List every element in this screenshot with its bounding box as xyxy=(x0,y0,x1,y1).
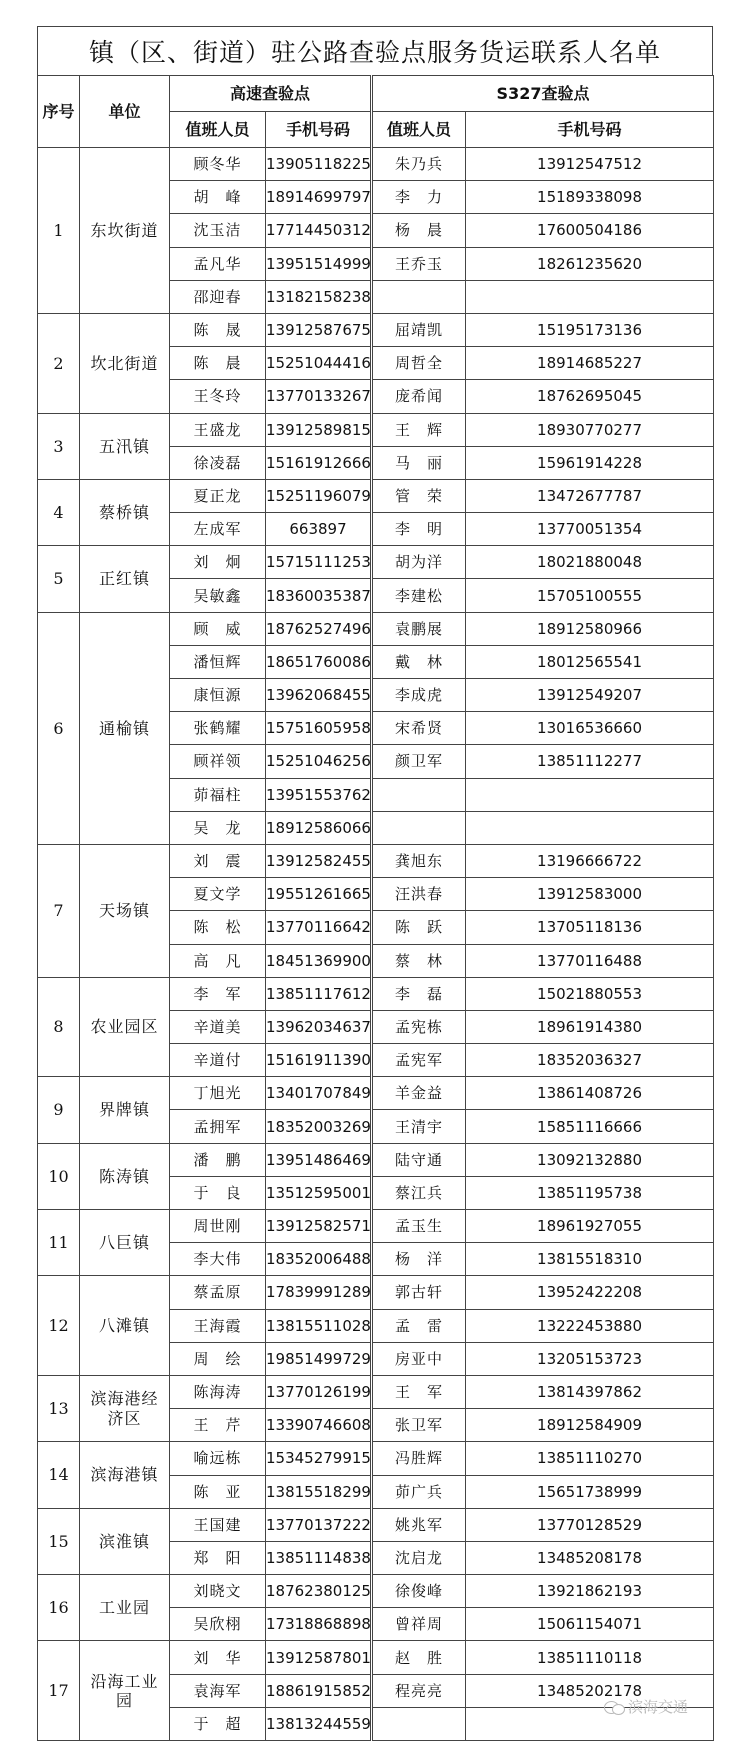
seq-number: 4 xyxy=(38,479,80,545)
highway-phone: 19851499729 xyxy=(266,1342,372,1375)
highway-phone: 18352006488 xyxy=(266,1243,372,1276)
s327-duty-staff xyxy=(372,280,466,313)
highway-duty-staff: 顾 威 xyxy=(170,612,266,645)
s327-duty-staff: 王 辉 xyxy=(372,413,466,446)
s327-phone: 18961927055 xyxy=(466,1210,714,1243)
s327-phone: 13851110118 xyxy=(466,1641,714,1674)
highway-phone: 13912587675 xyxy=(266,313,372,346)
highway-phone: 17714450312 xyxy=(266,214,372,247)
s327-phone xyxy=(466,778,714,811)
highway-duty-staff: 袁海军 xyxy=(170,1674,266,1707)
unit-name: 滨海港经济区 xyxy=(80,1375,170,1441)
highway-phone: 13770133267 xyxy=(266,380,372,413)
document-title: 镇（区、街道）驻公路查验点服务货运联系人名单 xyxy=(37,26,713,75)
s327-phone: 13851112277 xyxy=(466,745,714,778)
contact-table xyxy=(37,75,714,1741)
s327-phone: 15851116666 xyxy=(466,1110,714,1143)
highway-phone: 15161912666 xyxy=(266,446,372,479)
s327-phone: 13770116488 xyxy=(466,944,714,977)
seq-number: 7 xyxy=(38,844,80,977)
highway-duty-staff: 王冬玲 xyxy=(170,380,266,413)
s327-phone: 18930770277 xyxy=(466,413,714,446)
unit-name: 八滩镇 xyxy=(80,1276,170,1376)
highway-phone: 13905118225 xyxy=(266,148,372,181)
highway-phone: 13182158238 xyxy=(266,280,372,313)
table-row xyxy=(38,1508,714,1541)
header-duty-staff: 值班人员 xyxy=(170,112,266,148)
s327-duty-staff: 李成虎 xyxy=(372,679,466,712)
s327-phone: 13205153723 xyxy=(466,1342,714,1375)
highway-phone: 17839991289 xyxy=(266,1276,372,1309)
highway-phone: 18912586066 xyxy=(266,811,372,844)
seq-number: 13 xyxy=(38,1375,80,1441)
unit-name: 坎北街道 xyxy=(80,313,170,413)
table-row xyxy=(38,413,714,446)
highway-duty-staff: 夏文学 xyxy=(170,878,266,911)
highway-phone: 18360035387 xyxy=(266,579,372,612)
table-row xyxy=(38,1641,714,1674)
s327-phone: 13705118136 xyxy=(466,911,714,944)
unit-name: 滨淮镇 xyxy=(80,1508,170,1574)
s327-duty-staff: 李建松 xyxy=(372,579,466,612)
unit-name: 八巨镇 xyxy=(80,1210,170,1276)
highway-phone: 13962034637 xyxy=(266,1010,372,1043)
table-row xyxy=(38,1575,714,1608)
s327-duty-staff: 孟玉生 xyxy=(372,1210,466,1243)
highway-duty-staff: 辛道美 xyxy=(170,1010,266,1043)
s327-duty-staff: 陆守通 xyxy=(372,1143,466,1176)
highway-phone: 15251046256 xyxy=(266,745,372,778)
highway-duty-staff: 王国建 xyxy=(170,1508,266,1541)
highway-phone: 15751605958 xyxy=(266,712,372,745)
s327-phone: 18261235620 xyxy=(466,247,714,280)
highway-duty-staff: 刘 华 xyxy=(170,1641,266,1674)
s327-phone: 13851195738 xyxy=(466,1176,714,1209)
highway-duty-staff: 周世刚 xyxy=(170,1210,266,1243)
s327-duty-staff: 程亮亮 xyxy=(372,1674,466,1707)
s327-phone: 18352036327 xyxy=(466,1044,714,1077)
s327-phone: 13016536660 xyxy=(466,712,714,745)
highway-duty-staff: 孟凡华 xyxy=(170,247,266,280)
s327-duty-staff: 朱乃兵 xyxy=(372,148,466,181)
highway-duty-staff: 王海霞 xyxy=(170,1309,266,1342)
seq-number: 16 xyxy=(38,1575,80,1641)
header-highway-checkpoint: 高速查验点 xyxy=(170,76,372,112)
highway-duty-staff: 于 良 xyxy=(170,1176,266,1209)
s327-duty-staff: 李 磊 xyxy=(372,977,466,1010)
highway-phone: 13951514999 xyxy=(266,247,372,280)
table-row xyxy=(38,546,714,579)
highway-phone: 18651760086 xyxy=(266,645,372,678)
highway-phone: 17318868898 xyxy=(266,1608,372,1641)
header-seq: 序号 xyxy=(38,76,80,148)
highway-duty-staff: 康恒源 xyxy=(170,679,266,712)
highway-phone: 13512595001 xyxy=(266,1176,372,1209)
s327-duty-staff: 王乔玉 xyxy=(372,247,466,280)
s327-phone: 13485208178 xyxy=(466,1541,714,1574)
highway-phone: 13851117612 xyxy=(266,977,372,1010)
s327-duty-staff: 赵 胜 xyxy=(372,1641,466,1674)
unit-name: 正红镇 xyxy=(80,546,170,612)
s327-duty-staff: 杨 晨 xyxy=(372,214,466,247)
highway-duty-staff: 潘恒辉 xyxy=(170,645,266,678)
highway-phone: 13951486469 xyxy=(266,1143,372,1176)
s327-phone: 13472677787 xyxy=(466,479,714,512)
s327-duty-staff: 戴 林 xyxy=(372,645,466,678)
highway-phone: 15715111253 xyxy=(266,546,372,579)
highway-duty-staff: 刘晓文 xyxy=(170,1575,266,1608)
highway-duty-staff: 蔡孟原 xyxy=(170,1276,266,1309)
s327-phone: 15189338098 xyxy=(466,181,714,214)
highway-phone: 13912589815 xyxy=(266,413,372,446)
watermark xyxy=(604,1696,688,1717)
seq-number: 11 xyxy=(38,1210,80,1276)
seq-number: 9 xyxy=(38,1077,80,1143)
highway-duty-staff: 邵迎春 xyxy=(170,280,266,313)
highway-duty-staff: 顾冬华 xyxy=(170,148,266,181)
s327-duty-staff: 冯胜辉 xyxy=(372,1442,466,1475)
s327-duty-staff: 蔡 林 xyxy=(372,944,466,977)
highway-phone: 663897 xyxy=(266,513,372,546)
highway-phone: 13815518299 xyxy=(266,1475,372,1508)
unit-name: 沿海工业园 xyxy=(80,1641,170,1741)
highway-duty-staff: 李大伟 xyxy=(170,1243,266,1276)
highway-phone: 13912587801 xyxy=(266,1641,372,1674)
s327-duty-staff: 孟宪军 xyxy=(372,1044,466,1077)
s327-duty-staff: 胡为洋 xyxy=(372,546,466,579)
highway-phone: 18762527496 xyxy=(266,612,372,645)
unit-name: 界牌镇 xyxy=(80,1077,170,1143)
highway-duty-staff: 王 芹 xyxy=(170,1409,266,1442)
highway-duty-staff: 夏正龙 xyxy=(170,479,266,512)
s327-phone: 13912583000 xyxy=(466,878,714,911)
s327-duty-staff: 屈靖凯 xyxy=(372,313,466,346)
seq-number: 2 xyxy=(38,313,80,413)
s327-duty-staff: 徐俊峰 xyxy=(372,1575,466,1608)
highway-duty-staff: 沈玉洁 xyxy=(170,214,266,247)
s327-phone: 15021880553 xyxy=(466,977,714,1010)
s327-phone: 18912580966 xyxy=(466,612,714,645)
highway-duty-staff: 孟拥军 xyxy=(170,1110,266,1143)
unit-name: 滨海港镇 xyxy=(80,1442,170,1508)
table-row xyxy=(38,977,714,1010)
s327-duty-staff xyxy=(372,1707,466,1740)
s327-phone: 13222453880 xyxy=(466,1309,714,1342)
wechat-icon xyxy=(604,1699,624,1715)
s327-duty-staff: 房亚中 xyxy=(372,1342,466,1375)
highway-duty-staff: 李 军 xyxy=(170,977,266,1010)
unit-name: 通榆镇 xyxy=(80,612,170,844)
s327-duty-staff: 陈 跃 xyxy=(372,911,466,944)
s327-duty-staff: 李 力 xyxy=(372,181,466,214)
unit-name: 农业园区 xyxy=(80,977,170,1077)
seq-number: 6 xyxy=(38,612,80,844)
highway-duty-staff: 潘 鹏 xyxy=(170,1143,266,1176)
highway-duty-staff: 王盛龙 xyxy=(170,413,266,446)
s327-duty-staff: 王清宇 xyxy=(372,1110,466,1143)
seq-number: 15 xyxy=(38,1508,80,1574)
highway-duty-staff: 吴敏鑫 xyxy=(170,579,266,612)
s327-duty-staff: 茆广兵 xyxy=(372,1475,466,1508)
highway-phone: 15161911390 xyxy=(266,1044,372,1077)
table-row xyxy=(38,1143,714,1176)
seq-number: 3 xyxy=(38,413,80,479)
s327-phone xyxy=(466,280,714,313)
table-row xyxy=(38,148,714,181)
highway-duty-staff: 茆福柱 xyxy=(170,778,266,811)
highway-phone: 18352003269 xyxy=(266,1110,372,1143)
table-row xyxy=(38,1375,714,1408)
s327-phone: 13196666722 xyxy=(466,844,714,877)
highway-phone: 13912582571 xyxy=(266,1210,372,1243)
s327-phone: 17600504186 xyxy=(466,214,714,247)
highway-phone: 13951553762 xyxy=(266,778,372,811)
s327-duty-staff: 杨 洋 xyxy=(372,1243,466,1276)
highway-phone: 18451369900 xyxy=(266,944,372,977)
highway-duty-staff: 郑 阳 xyxy=(170,1541,266,1574)
header-phone: 手机号码 xyxy=(466,112,714,148)
s327-duty-staff xyxy=(372,811,466,844)
s327-phone: 18762695045 xyxy=(466,380,714,413)
s327-duty-staff: 孟宪栋 xyxy=(372,1010,466,1043)
seq-number: 8 xyxy=(38,977,80,1077)
highway-phone: 15345279915 xyxy=(266,1442,372,1475)
s327-phone: 15705100555 xyxy=(466,579,714,612)
unit-name: 东坎街道 xyxy=(80,148,170,314)
s327-phone: 13485202178 xyxy=(466,1674,714,1707)
highway-phone: 13770116642 xyxy=(266,911,372,944)
s327-phone: 13912549207 xyxy=(466,679,714,712)
highway-phone: 13962068455 xyxy=(266,679,372,712)
s327-phone: 18914685227 xyxy=(466,347,714,380)
highway-phone: 13390746608 xyxy=(266,1409,372,1442)
seq-number: 1 xyxy=(38,148,80,314)
s327-phone: 15961914228 xyxy=(466,446,714,479)
unit-name: 工业园 xyxy=(80,1575,170,1641)
s327-duty-staff: 颜卫军 xyxy=(372,745,466,778)
highway-duty-staff: 喻远栋 xyxy=(170,1442,266,1475)
s327-duty-staff: 马 丽 xyxy=(372,446,466,479)
highway-phone: 18762380125 xyxy=(266,1575,372,1608)
header-phone: 手机号码 xyxy=(266,112,372,148)
seq-number: 12 xyxy=(38,1276,80,1376)
s327-duty-staff: 汪洪春 xyxy=(372,878,466,911)
highway-duty-staff: 陈 亚 xyxy=(170,1475,266,1508)
unit-name: 陈涛镇 xyxy=(80,1143,170,1209)
table-row xyxy=(38,1210,714,1243)
s327-phone: 15195173136 xyxy=(466,313,714,346)
s327-phone: 13952422208 xyxy=(466,1276,714,1309)
s327-duty-staff xyxy=(372,778,466,811)
table-row xyxy=(38,612,714,645)
s327-duty-staff: 管 荣 xyxy=(372,479,466,512)
highway-phone: 18914699797 xyxy=(266,181,372,214)
highway-duty-staff: 陈 松 xyxy=(170,911,266,944)
s327-duty-staff: 龚旭东 xyxy=(372,844,466,877)
s327-phone: 13092132880 xyxy=(466,1143,714,1176)
highway-duty-staff: 左成军 xyxy=(170,513,266,546)
unit-name: 五汛镇 xyxy=(80,413,170,479)
unit-name: 天场镇 xyxy=(80,844,170,977)
s327-duty-staff: 袁鹏展 xyxy=(372,612,466,645)
highway-duty-staff: 顾祥领 xyxy=(170,745,266,778)
s327-duty-staff: 孟 雷 xyxy=(372,1309,466,1342)
header-unit: 单位 xyxy=(80,76,170,148)
table-row xyxy=(38,479,714,512)
s327-phone: 18021880048 xyxy=(466,546,714,579)
s327-phone: 13815518310 xyxy=(466,1243,714,1276)
highway-duty-staff: 刘 震 xyxy=(170,844,266,877)
unit-name: 蔡桥镇 xyxy=(80,479,170,545)
s327-phone: 13814397862 xyxy=(466,1375,714,1408)
table-row xyxy=(38,844,714,877)
highway-duty-staff: 陈 晨 xyxy=(170,347,266,380)
header-duty-staff: 值班人员 xyxy=(372,112,466,148)
highway-duty-staff: 胡 峰 xyxy=(170,181,266,214)
highway-phone: 13912582455 xyxy=(266,844,372,877)
highway-phone: 13401707849 xyxy=(266,1077,372,1110)
highway-phone: 13815511028 xyxy=(266,1309,372,1342)
s327-duty-staff: 王 军 xyxy=(372,1375,466,1408)
highway-duty-staff: 张鹤耀 xyxy=(170,712,266,745)
s327-duty-staff: 郭古轩 xyxy=(372,1276,466,1309)
highway-duty-staff: 高 凡 xyxy=(170,944,266,977)
highway-duty-staff: 辛道付 xyxy=(170,1044,266,1077)
s327-phone: 13770051354 xyxy=(466,513,714,546)
s327-duty-staff: 蔡江兵 xyxy=(372,1176,466,1209)
watermark-text: 滨海交通 xyxy=(628,1698,689,1716)
header-s327-checkpoint: S327查验点 xyxy=(372,76,714,112)
table-row xyxy=(38,1442,714,1475)
seq-number: 17 xyxy=(38,1641,80,1741)
highway-phone: 18861915852 xyxy=(266,1674,372,1707)
s327-duty-staff: 沈启龙 xyxy=(372,1541,466,1574)
s327-duty-staff: 张卫军 xyxy=(372,1409,466,1442)
highway-duty-staff: 于 超 xyxy=(170,1707,266,1740)
seq-number: 10 xyxy=(38,1143,80,1209)
highway-duty-staff: 吴欣栩 xyxy=(170,1608,266,1641)
s327-phone: 15061154071 xyxy=(466,1608,714,1641)
table-row xyxy=(38,1276,714,1309)
s327-duty-staff: 庞希闻 xyxy=(372,380,466,413)
s327-phone: 13861408726 xyxy=(466,1077,714,1110)
highway-phone: 19551261665 xyxy=(266,878,372,911)
s327-phone: 13770128529 xyxy=(466,1508,714,1541)
table-row xyxy=(38,313,714,346)
highway-phone: 15251196079 xyxy=(266,479,372,512)
highway-phone: 13770137222 xyxy=(266,1508,372,1541)
seq-number: 5 xyxy=(38,546,80,612)
highway-duty-staff: 丁旭光 xyxy=(170,1077,266,1110)
s327-phone: 15651738999 xyxy=(466,1475,714,1508)
highway-phone: 15251044416 xyxy=(266,347,372,380)
contact-sheet xyxy=(37,26,713,1741)
highway-phone: 13851114838 xyxy=(266,1541,372,1574)
s327-phone: 13912547512 xyxy=(466,148,714,181)
highway-duty-staff: 徐凌磊 xyxy=(170,446,266,479)
highway-duty-staff: 陈 晟 xyxy=(170,313,266,346)
s327-phone xyxy=(466,811,714,844)
s327-phone: 13921862193 xyxy=(466,1575,714,1608)
table-row xyxy=(38,1077,714,1110)
s327-phone: 18912584909 xyxy=(466,1409,714,1442)
highway-phone: 13770126199 xyxy=(266,1375,372,1408)
s327-phone: 18012565541 xyxy=(466,645,714,678)
s327-duty-staff: 羊金益 xyxy=(372,1077,466,1110)
s327-duty-staff: 李 明 xyxy=(372,513,466,546)
s327-duty-staff: 姚兆军 xyxy=(372,1508,466,1541)
highway-phone: 13813244559 xyxy=(266,1707,372,1740)
s327-duty-staff: 曾祥周 xyxy=(372,1608,466,1641)
highway-duty-staff: 刘 炯 xyxy=(170,546,266,579)
s327-duty-staff: 周哲全 xyxy=(372,347,466,380)
s327-phone: 13851110270 xyxy=(466,1442,714,1475)
s327-duty-staff: 宋希贤 xyxy=(372,712,466,745)
highway-duty-staff: 周 绘 xyxy=(170,1342,266,1375)
s327-phone: 18961914380 xyxy=(466,1010,714,1043)
highway-duty-staff: 陈海涛 xyxy=(170,1375,266,1408)
highway-duty-staff: 吴 龙 xyxy=(170,811,266,844)
seq-number: 14 xyxy=(38,1442,80,1508)
